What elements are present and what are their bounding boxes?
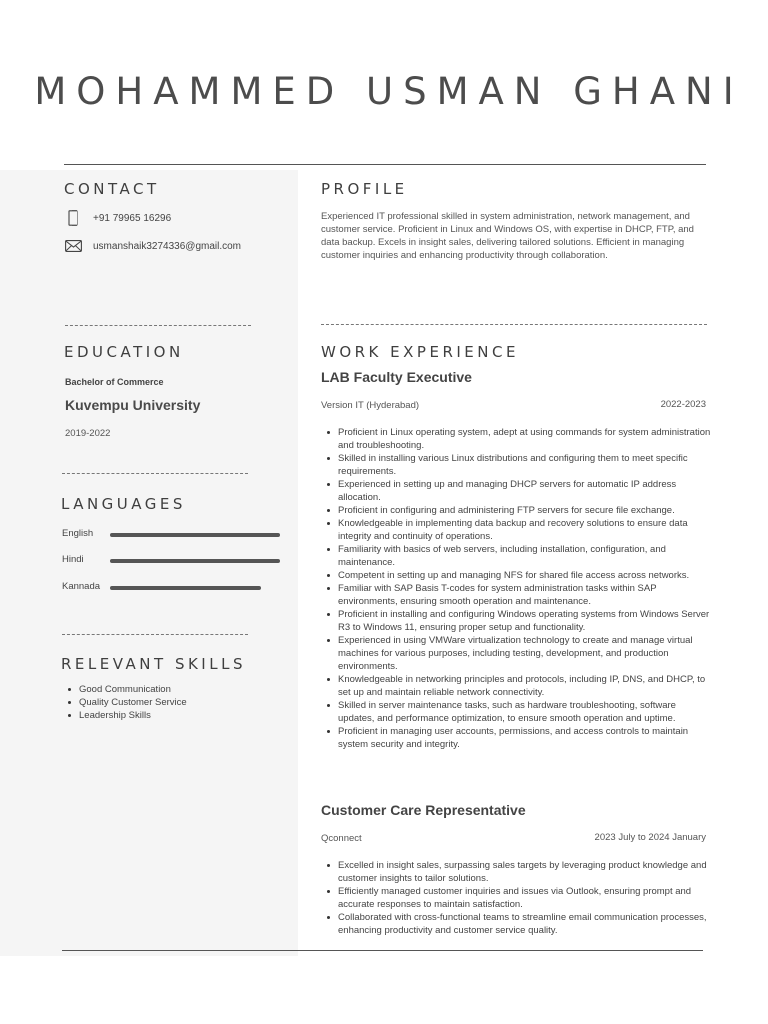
education-years: 2019-2022 [65, 428, 111, 439]
language-label: English [62, 528, 94, 539]
list-item: Familiar with SAP Basis T-codes for system administration tasks within SAP environments, ensuring smooth operation and maintenance. [321, 582, 711, 608]
contact-email [64, 238, 241, 254]
job-duties-list [321, 426, 711, 751]
contact-heading: CONTACT [64, 180, 160, 198]
list-item: Experienced in setting up and managing DHCP servers for automatic IP address allocation. [321, 478, 711, 504]
section-divider [62, 634, 248, 635]
list-item: Quality Customer Service [62, 696, 187, 709]
list-item: Collaborated with cross-functional teams to streamline email communication processes, enhancing productivity and customer service quality. [321, 911, 711, 937]
header-divider [64, 164, 706, 165]
language-bar-fill [110, 533, 280, 537]
list-item: Excelled in insight sales, surpassing sales targets by leveraging product knowledge and customer insights to tailor solutions. [321, 859, 711, 885]
job-duties-list [321, 859, 711, 937]
job-dates: 2022-2023 [660, 399, 706, 410]
language-bar [110, 533, 280, 537]
work-heading: WORK EXPERIENCE [321, 343, 519, 361]
language-bar [110, 559, 280, 563]
language-label: Hindi [62, 554, 84, 565]
list-item: Skilled in server maintenance tasks, such as hardware troubleshooting, software updates, and performance optimization, to ensure smooth operation and uptime. [321, 699, 711, 725]
skills-list [62, 683, 187, 722]
job-company: Qconnect [321, 833, 362, 844]
list-item: Proficient in installing and configuring Windows operating systems from Windows Server R3 to Windows 11, ensuring proper setup and functionality. [321, 608, 711, 634]
language-hindi [62, 554, 280, 568]
profile-heading: PROFILE [321, 180, 408, 198]
list-item: Competent in setting up and managing NFS for shared file access across networks. [321, 569, 711, 582]
job-title: LAB Faculty Executive [321, 369, 472, 385]
list-item: Leadership Skills [62, 709, 187, 722]
degree: Bachelor of Commerce [65, 377, 164, 387]
language-kannada [62, 581, 280, 595]
language-bar-fill [110, 586, 261, 590]
job-dates: 2023 July to 2024 January [594, 832, 706, 843]
list-item: Proficient in Linux operating system, adept at using commands for system administration and troubleshooting. [321, 426, 711, 452]
list-item: Experienced in using VMWare virtualization technology to create and manage virtual machines for various purposes, including testing, development, and production environments. [321, 634, 711, 673]
job-company: Version IT (Hyderabad) [321, 400, 420, 411]
language-label: Kannada [62, 581, 101, 592]
list-item: Good Communication [62, 683, 187, 696]
section-divider [62, 473, 248, 474]
phone-icon [64, 210, 82, 226]
list-item: Knowledgeable in networking principles and protocols, including IP, DNS, and DHCP, to set up and maintain reliable network connectivity. [321, 673, 711, 699]
education-heading: EDUCATION [64, 343, 184, 361]
phone-number: +91 79965 16296 [93, 212, 172, 224]
list-item: Proficient in managing user accounts, permissions, and access controls to maintain system security and integrity. [321, 725, 711, 751]
languages-heading: LANGUAGES [61, 495, 186, 513]
envelope-icon [64, 238, 82, 254]
list-item: Proficient in configuring and administering FTP servers for secure file exchange. [321, 504, 711, 517]
language-english [62, 528, 280, 542]
list-item: Familiarity with basics of web servers, including installation, configuration, and maintenance. [321, 543, 711, 569]
university: Kuvempu University [65, 397, 201, 413]
section-divider [321, 324, 707, 325]
email-address[interactable]: usmanshaik3274336@gmail.com [93, 240, 242, 252]
job-title: Customer Care Representative [321, 802, 526, 818]
candidate-name: MOHAMMED USMAN GHANI [34, 70, 744, 113]
language-bar [110, 586, 280, 590]
footer-divider [62, 950, 703, 951]
skills-heading: RELEVANT SKILLS [61, 655, 246, 673]
list-item: Efficiently managed customer inquiries and issues via Outlook, ensuring prompt and accurate responses to maintain satisfaction. [321, 885, 711, 911]
list-item: Skilled in installing various Linux distributions and configuring them to meet specific requirements. [321, 452, 711, 478]
section-divider [65, 325, 251, 326]
profile-summary: Experienced IT professional skilled in system administration, network management, and customer service. Proficient in Linux and Windows OS, with expertise in DHCP, FTP, and data backup. Excels in insight sales, delivering tailored solutions. Efficient in managing customer inquiries and enhancing productivity through collaboration. [321, 211, 694, 261]
list-item: Knowledgeable in implementing data backup and recovery solutions to ensure data integrity and continuity of operations. [321, 517, 711, 543]
language-bar-fill [110, 559, 280, 563]
contact-phone [64, 210, 171, 226]
